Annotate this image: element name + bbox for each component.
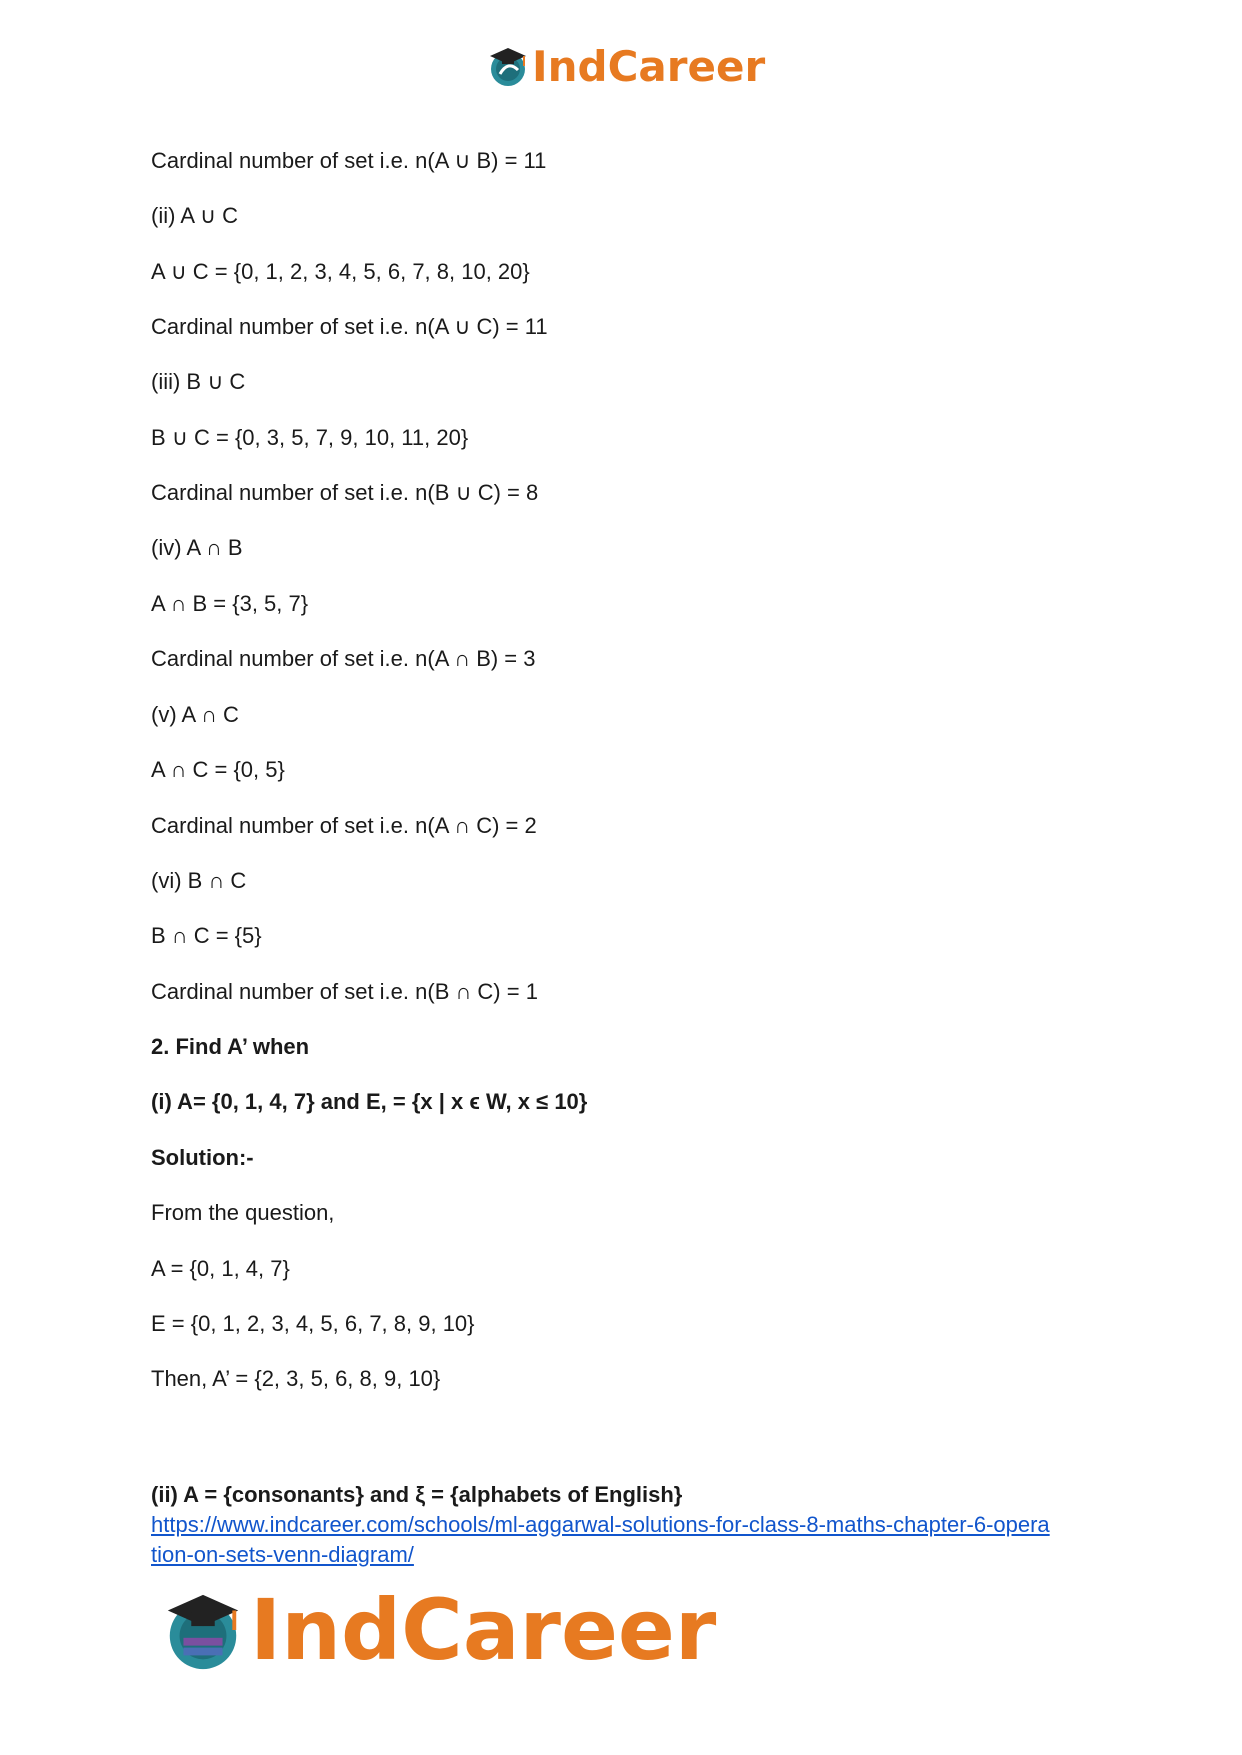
text-line: (vi) B ∩ C xyxy=(151,868,247,893)
text-line: Cardinal number of set i.e. n(A ∩ B) = 3 xyxy=(151,646,536,671)
text-line: Then, A’ = {2, 3, 5, 6, 8, 9, 10} xyxy=(151,1366,441,1391)
source-link-continued[interactable]: tion-on-sets-venn-diagram/ xyxy=(151,1542,414,1567)
text-line: A ∪ C = {0, 1, 2, 3, 4, 5, 6, 7, 8, 10, 20} xyxy=(151,259,530,284)
graduation-cap-globe-icon xyxy=(486,44,530,88)
question-part: (ii) A = {consonants} and ξ = {alphabets of English} xyxy=(151,1482,683,1507)
text-line: Cardinal number of set i.e. n(A ∩ C) = 2 xyxy=(151,813,537,838)
text-line: Cardinal number of set i.e. n(A ∪ B) = 11 xyxy=(151,148,547,173)
text-line: E = {0, 1, 2, 3, 4, 5, 6, 7, 8, 9, 10} xyxy=(151,1311,475,1336)
question-heading: 2. Find A’ when xyxy=(151,1034,310,1059)
question-part: (i) A= {0, 1, 4, 7} and E, = {x | x ϵ W, x ≤ 10} xyxy=(151,1089,588,1114)
text-line: B ∪ C = {0, 3, 5, 7, 9, 10, 11, 20} xyxy=(151,425,469,450)
footer-logo xyxy=(160,1580,716,1680)
text-line: Cardinal number of set i.e. n(B ∪ C) = 8 xyxy=(151,480,539,505)
text-line: A ∩ C = {0, 5} xyxy=(151,757,285,782)
brand-name: IndCareer xyxy=(532,41,766,91)
text-line: (iii) B ∪ C xyxy=(151,369,246,394)
source-link[interactable]: https://www.indcareer.com/schools/ml-aggarwal-solutions-for-class-8-maths-chapter-6-opera xyxy=(151,1512,1050,1537)
text-line: (v) A ∩ C xyxy=(151,702,239,727)
text-line: (ii) A ∪ C xyxy=(151,203,239,228)
text-line: Cardinal number of set i.e. n(A ∪ C) = 11 xyxy=(151,314,548,339)
text-line: From the question, xyxy=(151,1200,335,1225)
text-line: (iv) A ∩ B xyxy=(151,535,243,560)
header-logo xyxy=(486,40,765,92)
text-line: Cardinal number of set i.e. n(B ∩ C) = 1 xyxy=(151,979,538,1004)
text-line: A = {0, 1, 4, 7} xyxy=(151,1256,290,1281)
text-line: B ∩ C = {5} xyxy=(151,923,262,948)
solution-label: Solution:- xyxy=(151,1145,254,1170)
graduation-cap-globe-icon xyxy=(160,1587,246,1673)
brand-name: IndCareer xyxy=(250,1581,717,1679)
text-line: A ∩ B = {3, 5, 7} xyxy=(151,591,309,616)
